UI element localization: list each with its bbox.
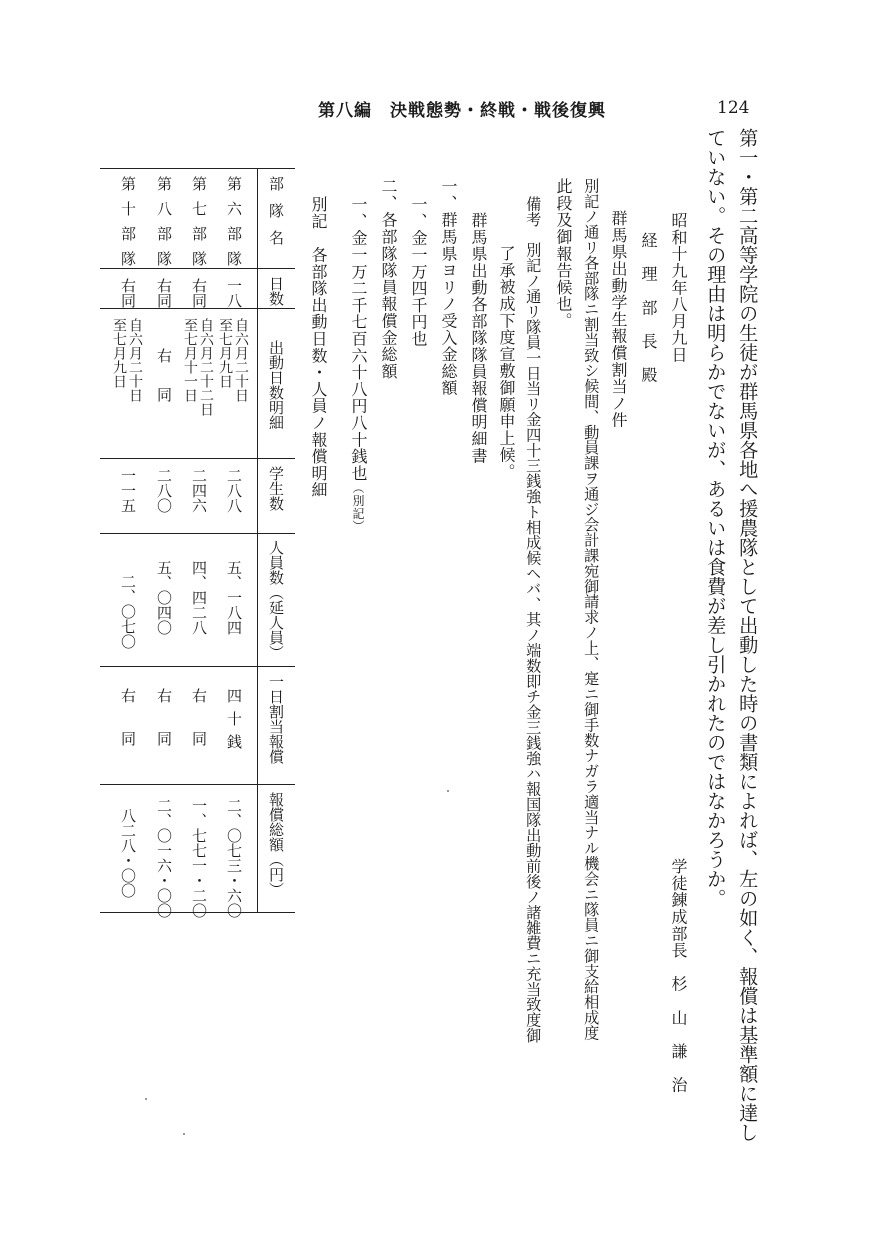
sender-signature: 学徒錬成部長 杉 山 謙 治 [669, 858, 688, 1094]
row-rule-5 [100, 666, 295, 667]
table-top-border [100, 168, 295, 169]
row1-persons: 五、一八四 [225, 560, 243, 635]
header-daily-reward: 一日割当報償 [267, 674, 285, 764]
item-2: 二、各部隊隊員報償金総額 [379, 178, 398, 380]
subject-line: 群馬県出動学生報償割当ノ件 [609, 210, 628, 429]
item-1: 一、群馬県ヨリノ受入金総額 [439, 178, 458, 397]
paragraph-line-1: 第一・第二高等学院の生徒が群馬県各地へ援農隊として出動した時の書類によれば、左の如く、報償は基準額に達し [736, 128, 760, 1142]
row3-persons: 五、〇四〇 [155, 560, 173, 635]
item-2-amount: 一、金一万二千七百六十八円八十銭也（別記） [349, 196, 368, 533]
row4-total: 八二八・〇〇 [119, 808, 137, 898]
row3-total: 二、〇一六・〇〇 [155, 798, 173, 918]
row1-total: 二、〇七三・六〇 [225, 798, 243, 918]
row1-period-from: 自六月二十日 [233, 318, 249, 402]
header-unit-name: 部隊名 [267, 176, 285, 257]
row2-unit: 第七部隊 [190, 176, 208, 276]
row1-period-to: 至七月九日 [217, 318, 233, 388]
reward-table [100, 168, 295, 918]
table-caption: 別記 各部隊出動日数・人員ノ報償明細 [309, 196, 328, 499]
scan-speck [183, 1133, 185, 1135]
header-students: 学生数 [267, 466, 285, 511]
row4-persons: 二、〇七〇 [119, 574, 137, 649]
paragraph-line-2: ていない。その理由は明らかでないが、あるいは食費が差し引かれたのではなかろうか。 [704, 128, 728, 908]
remark-line-2: 了承被成下度宣敷御願申上候。 [497, 245, 516, 481]
row4-unit: 第十部隊 [119, 176, 137, 276]
row4-students: 一一五 [119, 468, 137, 513]
notice-line-1: 別記ノ通リ各部隊ニ割当致シ候間、動員課ヲ通ジ会計課宛御請求ノ上、寔ニ御手数ナガラ適当ナル機会ニ隊員ニ御支給相成度 [582, 178, 601, 1041]
row4-days: 右同 [119, 278, 137, 308]
header-total-reward: 報償総額（円） [267, 792, 285, 897]
row2-period-from: 自六月二十二日 [198, 318, 214, 416]
running-header: 第八編 決戦態勢・終戦・戦後復興 [318, 101, 606, 121]
row4-daily: 右同 [119, 688, 137, 774]
notice-line-2: 此段及御報告候也。 [554, 178, 573, 330]
item-2-note: （別記） [351, 481, 365, 533]
row2-daily: 右同 [190, 688, 208, 774]
row-rule-2 [100, 308, 295, 309]
row4-period-to: 至七月九日 [111, 318, 127, 388]
row3-days: 右同 [155, 278, 173, 308]
page-number: 124 [717, 98, 750, 118]
document-date: 昭和十九年八月九日 [669, 212, 688, 364]
scan-speck [145, 1098, 147, 1100]
row1-unit: 第六部隊 [225, 176, 243, 276]
row1-daily: 四十銭 [225, 688, 243, 757]
row1-students: 二八八 [225, 468, 243, 513]
row3-period: 右同 [155, 348, 173, 426]
statement-title: 群馬県出動各部隊隊員報償明細書 [469, 212, 488, 464]
row3-unit: 第八部隊 [155, 176, 173, 276]
row-rule-6 [100, 784, 295, 785]
row2-total: 一、七七一・二〇 [190, 798, 208, 918]
header-days: 日数 [267, 276, 285, 306]
row2-period-to: 至七月十一日 [182, 318, 198, 402]
row-rule-3 [100, 458, 295, 459]
row1-days: 一八 [225, 278, 243, 308]
row4-period-from: 自六月二十日 [127, 318, 143, 402]
header-period: 出動日数明細 [267, 340, 285, 430]
item-1-amount: 一、金一万四千円也 [409, 196, 428, 348]
row2-persons: 四、四二八 [190, 560, 208, 635]
remark-line-1: 備考 別記ノ通リ隊員一日当リ金四十三銭強ト相成候ヘバ、其ノ端数即チ金三銭強ハ報国隊出動前後ノ諸雑費ニ充当致度御 [524, 196, 543, 1043]
row2-days: 右同 [190, 278, 208, 308]
row3-daily: 右同 [155, 688, 173, 774]
header-persons: 人員数（延人員） [267, 540, 285, 660]
header-column-rule [257, 168, 258, 913]
row2-students: 二四六 [190, 468, 208, 513]
scan-speck [447, 790, 449, 792]
addressee: 経 理 部 長 殿 [639, 232, 658, 384]
row3-students: 二八〇 [155, 468, 173, 513]
row-rule-4 [100, 533, 295, 534]
